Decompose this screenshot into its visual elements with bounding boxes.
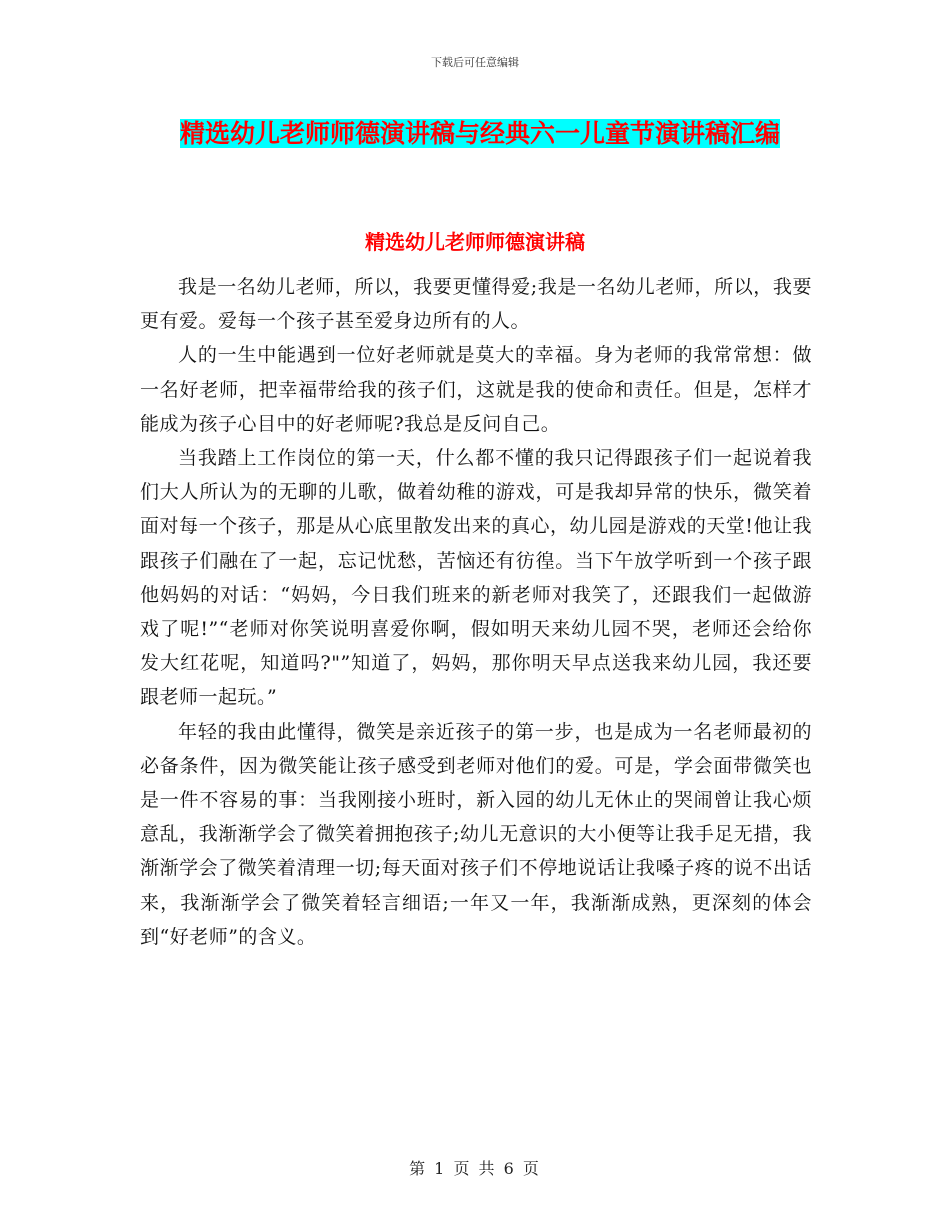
paragraph: 年轻的我由此懂得，微笑是亲近孩子的第一步，也是成为一名老师最初的必备条件，因为微笑能让孩子感受到老师对他们的爱。可是，学会面带微笑也是一件不容易的事：当我刚接小班时，新入园的幼儿无休止的哭闹曾让我心烦意乱，我渐渐学会了微笑着拥抱孩子;幼儿无意识的大小便等让我手足无措，我渐渐学会了微笑着清理一切;每天面对孩子们不停地说话让我嗓子疼的说不出话来，我渐渐学会了微笑着轻言细语;一年又一年，我渐渐成熟，更深刻的体会到“好老师”的含义。 [140, 720, 812, 948]
paragraph: 当我踏上工作岗位的第一天，什么都不懂的我只记得跟孩子们一起说着我们大人所认为的无聊的儿歌，做着幼稚的游戏，可是我却异常的快乐，微笑着面对每一个孩子，那是从心底里散发出来的真心，幼儿园是游戏的天堂!他让我跟孩子们融在了一起，忘记忧愁，苦恼还有彷徨。当下午放学听到一个孩子跟他妈妈的对话：“妈妈，今日我们班来的新老师对我笑了，还跟我们一起做游戏了呢!”“老师对你笑说明喜爱你啊，假如明天来幼儿园不哭，老师还会给你发大红花呢，知道吗?"”知道了，妈妈，那你明天早点送我来幼儿园，我还要跟老师一起玩。” [140, 447, 812, 709]
section-title: 精选幼儿老师师德演讲稿 [365, 230, 585, 254]
document-title-text: 精选幼儿老师师德演讲稿与经典六一儿童节演讲稿汇编 [179, 119, 780, 148]
paragraph: 我是一名幼儿老师，所以，我要更懂得爱;我是一名幼儿老师，所以，我要更有爱。爱每一个孩子甚至爱身边所有的人。 [140, 276, 812, 333]
document-title [140, 112, 820, 156]
page-footer: 第 1 页 共 6 页 [409, 1159, 541, 1178]
body-text [140, 270, 812, 954]
header-note: 下载后可任意编辑 [431, 56, 519, 69]
paragraph: 人的一生中能遇到一位好老师就是莫大的幸福。身为老师的我常常想：做一名好老师，把幸福带给我的孩子们，这就是我的使命和责任。但是，怎样才能成为孩子心目中的好老师呢?我总是反问自己。 [140, 344, 812, 435]
